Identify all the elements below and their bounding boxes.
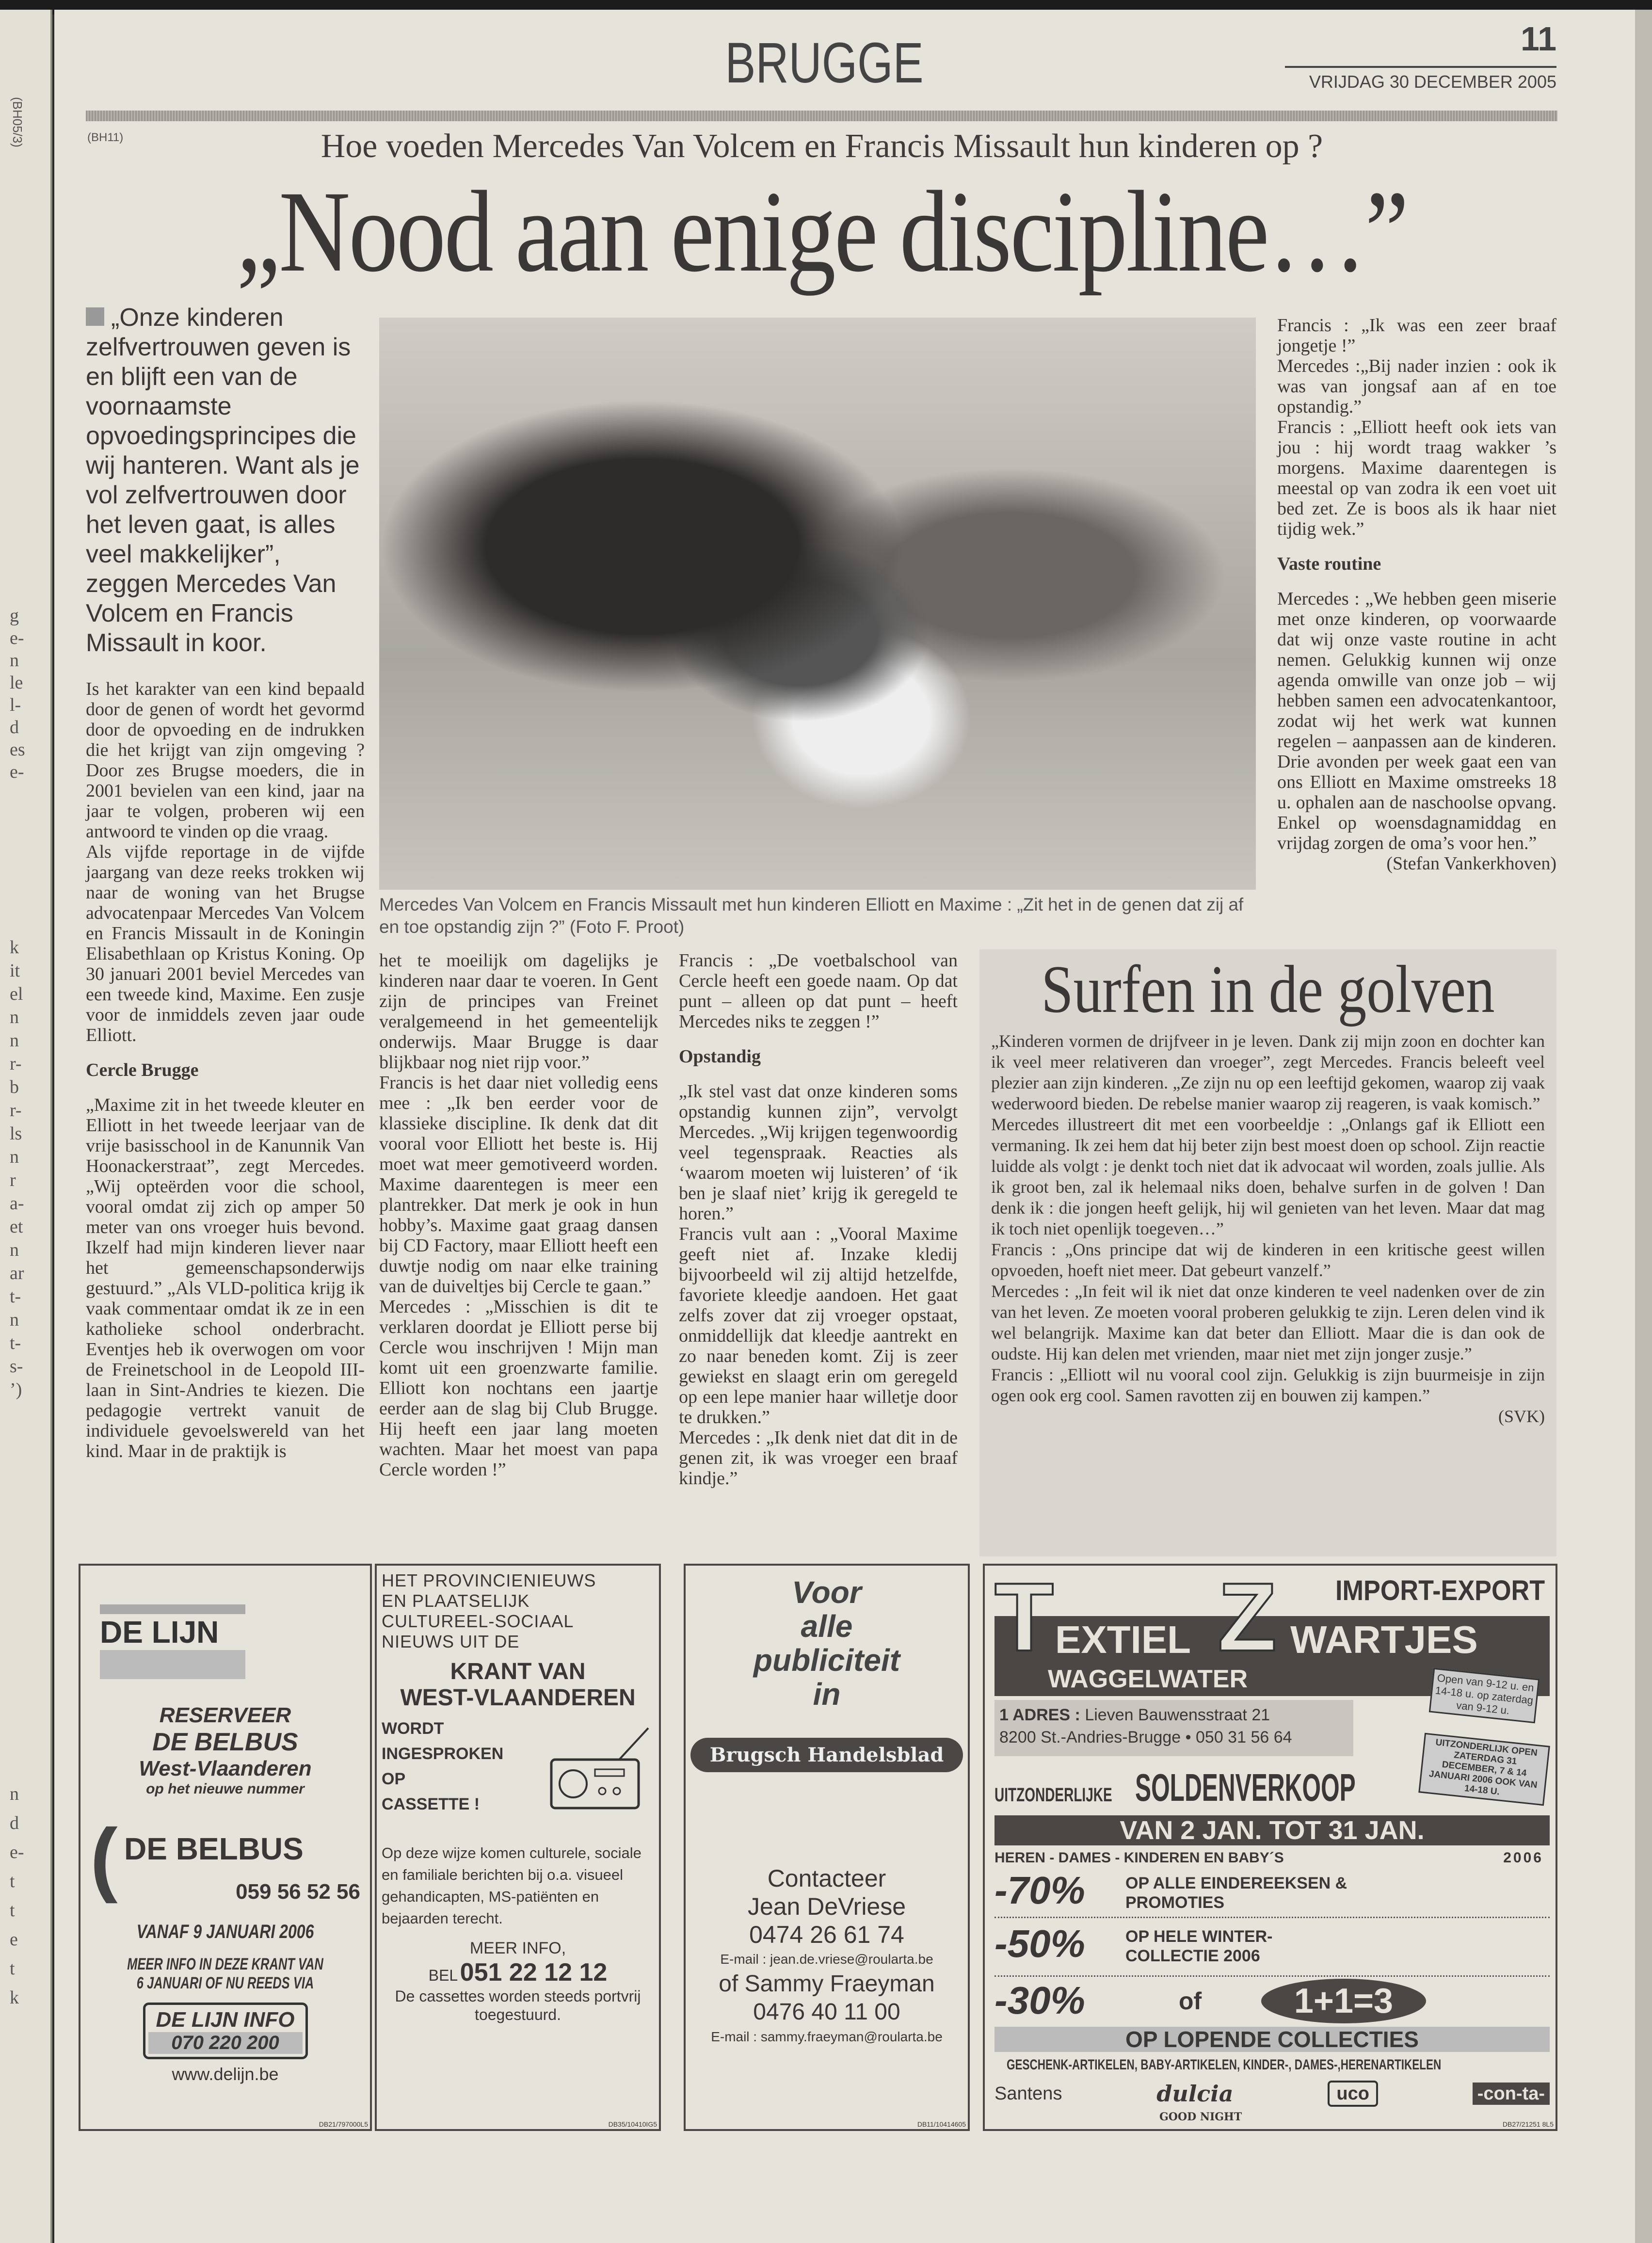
ad-text: Op deze wijze komen culturele, sociale en familiale berichten bij o.a. visueel gehandicapten, MS-patiënten en bejaarden terecht. <box>382 1844 642 1927</box>
previous-page-fragment: e <box>10 1929 18 1950</box>
ad-text: OP LOPENDE COLLECTIES <box>994 2027 1550 2052</box>
radio-icon <box>546 1726 653 1813</box>
sale-period: VAN 2 JAN. TOT 31 JAN. <box>994 1815 1550 1845</box>
ad-text: OP ALLE EINDEREEKSEN & PROMOTIES <box>1125 1874 1347 1912</box>
ad-textiel-zwartjes <box>983 1564 1557 2131</box>
ad-text: OP <box>382 1770 406 1788</box>
ad-text: UITZONDERLIJKE <box>994 1784 1112 1806</box>
ad-text: 6 JANUARI OF NU REEDS VIA <box>136 1974 314 1992</box>
paragraph: Is het karakter van een kind bepaald door de genen of wordt het gevormd door de opvoeding en de indrukken die het krijgt van zijn omgeving ? Door zes Brugse moeders, die in 2001 bevielen van een kind, jaar na jaar te volgen, proberen wij een antwoord te vinden op die vraag. <box>86 679 365 842</box>
article-column-1 <box>86 679 365 1461</box>
divider <box>994 1975 1550 1977</box>
ad-intro <box>382 1570 654 1652</box>
paragraph: Francis vult aan : „Vooral Maxime geeft niet af. Inzake kledij bijvoorbeeld wil zij altijd hetzelfde, favoriete kleedje aandoen. Het gaat zelfs zover dat zij vroeger opstaat, onmiddellijk dat kleedje aantrekt en zo naar beneden komt. Zij is zeer gewiekst en slaagt erin om geregeld op een lepe manier haar willetje door te drukken.” <box>679 1224 958 1427</box>
ad-text: 1 ADRES : <box>999 1706 1080 1724</box>
previous-page-fragment: e- <box>10 1842 24 1862</box>
ad-text: CULTUREEL-SOCIAAL <box>382 1611 574 1631</box>
paragraph: Mercedes : „In feit wil ik niet dat onze kinderen te veel nadenken over de zin van het leven. Ze moeten vooral proberen gelukkig te zijn. Leren delen vind ik wel belangrijk. Maxime kan dat beter dan Elliott. Maar die is dan ook de oudste. Hij kan delen met vrienden, maar niet met zijn jonger zusje.” <box>991 1282 1545 1363</box>
previous-page-fragment: e- <box>10 628 24 648</box>
previous-page-fragment: le <box>10 673 23 693</box>
previous-page-fragment: r- <box>10 1100 22 1121</box>
ad-de-lijn <box>79 1564 372 2131</box>
previous-page-fragment: k <box>10 937 19 958</box>
ad-text: WORDT <box>382 1719 444 1738</box>
family-photo <box>379 318 1256 890</box>
paragraph: Francis : „Ons principe dat wij de kinderen in een kritische geest willen opvoeden, hoeft niet meer. Dat gebeurt vanzelf.” <box>991 1240 1545 1280</box>
ad-text: VANAF 9 JANUARI 2006 <box>136 1921 314 1942</box>
previous-page-fragment: n <box>10 1030 19 1051</box>
previous-page-fragment: a- <box>10 1193 24 1214</box>
ad-text: MEER INFO, <box>469 1939 566 1957</box>
previous-page-fragment: it <box>10 961 20 981</box>
paragraph: Mercedes illustreert dit met een voorbeeldje : „Onlangs gaf ik Elliott een vermaning. Ik zei hem dat hij beter zijn best moest doen op school. Zijn reactie luidde als volgt : je denkt toch niet dat ik advocaat wil worden, zoals jullie. Als ik groot ben, zal ik helemaal niks doen, behalve surfen in de golven ! Dan denk ik : die jongen heeft gelijk, hij wil genieten van het leven. Maar dat mag ik toch niet openlijk toegeven…” <box>991 1115 1545 1238</box>
previous-page-fragment: t- <box>10 1333 21 1353</box>
subheading-opstandig: Opstandig <box>679 1046 761 1067</box>
previous-page-fragment: r <box>10 1170 16 1190</box>
ad-link: www.delijn.be <box>172 2064 279 2084</box>
ad-text: WARTJES <box>1290 1618 1478 1661</box>
issue-date: VRIJDAG 30 DECEMBER 2005 <box>1309 72 1556 92</box>
section-title: BRUGGE <box>725 31 924 95</box>
ad-text: in <box>813 1677 841 1712</box>
paragraph: Francis : „De voetbalschool van Cercle heeft een goede naam. Op dat punt – alleen op dat punt – heeft Mercedes niks te zeggen !” <box>679 950 958 1032</box>
discount-30: -30% <box>994 1979 1085 2022</box>
article-column-4 <box>1277 315 1556 874</box>
previous-page-fragment: e- <box>10 762 24 782</box>
paragraph: Mercedes : „We hebben geen miserie met onze kinderen, op voorwaarde dat wij onze vaste routine in acht nemen. Gelukkig kunnen wij onze agenda omwille van onze job – wij hebben samen een advocatenkantoor, zodat wij het werk wat kunnen regelen – aanpassen aan de kinderen. Drie avonden per week gaat een van ons Elliott en Maxime omstreeks 18 u. ophalen aan de naschoolse opvang. Enkel op woensdagnamiddag en vrijdag zorgen de oma’s voor hen.” <box>1277 589 1556 853</box>
ad-text: IMPORT-EXPORT <box>1335 1575 1545 1606</box>
article-headline: „Nood aan enige discipline…” <box>236 167 1408 296</box>
subheading-vaste-routine: Vaste routine <box>1277 554 1381 574</box>
ad-text: Z <box>1218 1563 1277 1671</box>
previous-page-fragment: t <box>10 1900 15 1921</box>
ad-text: 2006 <box>1503 1850 1543 1866</box>
header-rule <box>1285 66 1556 68</box>
previous-page-fragment: n <box>10 1784 19 1804</box>
page-number: 11 <box>1521 20 1556 58</box>
ad-text: GOOD NIGHT <box>1159 2111 1242 2123</box>
paragraph: Als vijfde reportage in de vijfde jaargang van deze reeks trokken wij naar de woning van het Brugse advocatenpaar Mercedes Van Volcem en Francis Missault in de Koningin Elisabethlaan op Kristus Koning. Op 30 januari 2001 beviel Mercedes van een tweede kind, Maxime. Een zusje voor de inmiddels zeven jaar oude Elliott. <box>86 842 365 1045</box>
previous-page-fragment: es <box>10 739 25 760</box>
ad-text: INGESPROKEN <box>382 1745 504 1763</box>
previous-page-fragment: r- <box>10 1054 22 1074</box>
ad-code: DB21/797000L5 <box>319 2120 368 2128</box>
ad-text: BEL <box>428 1967 458 1984</box>
lead-square <box>86 307 104 326</box>
previous-page-fragment: d <box>10 1813 19 1833</box>
subheading-cercle-brugge: Cercle Brugge <box>86 1060 199 1080</box>
paragraph: „Maxime zit in het tweede kleuter en Elliott in het tweede leerjaar van de vrije basisschool in de Kanunnik Van Hoonackerstraat”, zegt Mercedes. „Wij opteërden voor die school, vooral omdat zij zich op amper 50 meter van ons vroeger huis bevond. Ikzelf had mijn kinderen liever naar het gemeenschapsonderwijs gestuurd.” „Als VLD-politica krijg ik vaak commentaar omdat ik ze in een katholieke school onderbracht. Eventjes heb ik overwogen om voor de Freinetschool in de Leopold III-laan in Sint-Andries te kiezen. Die pedagogie vertrekt vanuit de individuele gevoelswereld van het kind. Maar in de praktijk is <box>86 1095 365 1461</box>
ad-text: publiciteit <box>753 1643 900 1678</box>
opening-hours: Open van 9-12 u. en 14-18 u. op zaterdag van 9-12 u. <box>1429 1668 1540 1723</box>
previous-page-fragment: l- <box>10 695 21 715</box>
scan-right-edge <box>1635 10 1652 2243</box>
ad-text: alle <box>801 1609 853 1644</box>
de-lijn-logo: DE LIJN <box>100 1604 245 1679</box>
ad-text: HEREN - DAMES - KINDEREN EN BABY´S <box>994 1850 1284 1866</box>
previous-page-fragment: ar <box>10 1263 24 1283</box>
ad-text: T <box>994 1563 1054 1671</box>
deal-bubble: 1+1=3 <box>1261 1979 1426 2023</box>
previous-page-fragment: t <box>10 1958 15 1979</box>
previous-page-fragment: n <box>10 1147 19 1167</box>
ad-text: Jean DeVriese <box>747 1893 906 1920</box>
article-column-3 <box>679 950 958 1489</box>
santens-logo: Santens <box>994 2083 1062 2104</box>
paragraph: „Kinderen vormen de drijfveer in je leven. Dank zij mijn zoon en dochter kan ik veel meer relativeren dan vroeger”, zegt Mercedes. Francis beleeft veel plezier aan zijn kinderen. „Ze zijn nu op een leeftijd gekomen, waarop zij vaak wederwoord bieden. De rebelse manier waarop zij reageren, is vaak komisch.” <box>991 1031 1545 1113</box>
phone-handset-icon: ( <box>90 1812 118 1904</box>
ad-email: E-mail : jean.de.vriese@roularta.be <box>720 1952 933 1967</box>
previous-page-fragment: n <box>10 1240 19 1260</box>
lead-text: „Onze kinderen zelfvertrouwen geven is en blijft een van de voornaamste opvoedingsprincipes die wij hanteren. Want als je vol zelfvertrouwen door het leven gaat, is alles veel makkelijker”, zeggen Mercedes Van Volcem en Francis Missault in koor. <box>86 304 360 657</box>
header-bar <box>86 111 1557 121</box>
article-column-2 <box>379 950 658 1480</box>
paragraph: Francis : „Elliott heeft ook iets van jou : hij wordt traag wakker ’s morgens. Maxime daarentegen is meestal op van zodra ik een voet uit bed zet. Ze is boos als ik haar niet tijdig wek.” <box>1277 417 1556 539</box>
ad-text: DE LIJN INFO <box>156 2008 295 2032</box>
ad-code: DB35/10410IG5 <box>608 2120 657 2128</box>
ad-address: 8200 St.-Andries-Brugge • 050 31 56 64 <box>999 1728 1292 1746</box>
ad-text: HET PROVINCIENIEUWS <box>382 1570 596 1590</box>
paragraph: Francis : „Ik was een zeer braaf jongetje !” <box>1277 315 1556 356</box>
ad-code: DB11/10414605 <box>917 2120 966 2128</box>
ad-text: DE BELBUS <box>152 1728 298 1756</box>
margin-code: (BH05/3) <box>10 97 25 148</box>
paragraph: Mercedes :„Bij nader inzien : ook ik was van jongsaf aan af en toe opstandig.” <box>1277 356 1556 417</box>
previous-page-fragment: ’) <box>10 1379 22 1400</box>
previous-page-fragment: t <box>10 1871 15 1891</box>
discount-50: -50% <box>994 1922 1085 1965</box>
previous-page-fragment: d <box>10 717 19 737</box>
ad-text: Voor <box>792 1575 862 1610</box>
dulcia-logo: dulcia <box>1156 2081 1234 2107</box>
paragraph: Francis is het daar niet volledig eens mee : „Ik ben eerder voor de klassieke discipline. Ik denk dat dit vooral voor Elliott het beste is. Hij moet wat meer gemotiveerd worden. Maxime daarentegen is meer een plantrekker. Dat merk je ook in hun hobby’s. Maxime gaat graag dansen bij CD Factory, maar Elliott heeft een duwtje nodig om naar elke training van de duiveltjes bij Cercle te gaan.” <box>379 1073 658 1297</box>
ad-brugsch-handelsblad <box>684 1564 970 2131</box>
ad-text: op het nieuwe nummer <box>146 1781 305 1797</box>
ad-email: E-mail : sammy.fraeyman@roularta.be <box>711 2029 943 2044</box>
ad-code: DB27/21251 8L5 <box>1502 2120 1554 2128</box>
previous-page-fragment: n <box>10 650 19 671</box>
brand-logos <box>994 2079 1550 2109</box>
belbus-brand: DE BELBUS <box>124 1831 304 1866</box>
discount-70: -70% <box>994 1869 1085 1912</box>
ad-text: of <box>1179 1987 1202 2015</box>
previous-page-fragment: g <box>10 606 19 626</box>
ad-text: NIEUWS UIT DE <box>382 1632 520 1651</box>
paragraph: Mercedes : „Misschien is dit te verklaren doordat je Elliott perse bij Cercle wou inschrijven ! Mijn man komt uit een groenzwarte familie. Elliott kon nochtans een jaartje eerder aan de slag bij Club Brugge. Hij heeft een jaar lang moeten wachten. Maar het moest van papa Cercle worden !” <box>379 1297 658 1480</box>
paragraph: het te moeilijk om dagelijks je kinderen naar daar te voeren. In Gent zijn de principes van Freinet veralgemeend in het gemeentelijk onderwijs. Maar Brugge is daar blijkbaar nog niet rijp voor.” <box>379 950 658 1073</box>
ad-phone: 0476 40 11 00 <box>753 1999 900 2025</box>
contact-logo: -con-ta- <box>1473 2083 1550 2105</box>
ad-text: De cassettes worden steeds portvrij toegestuurd. <box>395 1987 641 2023</box>
page-code: (BH11) <box>87 131 124 144</box>
previous-page-fragment: el <box>10 984 23 1004</box>
previous-page-fragment: k <box>10 1987 19 2008</box>
belbus-phone: 059 56 52 56 <box>236 1880 360 1904</box>
ad-text: of Sammy Fraeyman <box>719 1971 935 1997</box>
article-lead <box>86 303 369 658</box>
ad-text: EXTIEL <box>1055 1618 1191 1661</box>
ad-text: GESCHENK-ARTIKELEN, BABY-ARTIKELEN, KINDER-, DAMES-,HERENARTIKELEN <box>1007 2057 1442 2073</box>
paragraph: Mercedes : „Ik denk niet dat dit in de genen zit, ik was vroeger een braaf kindje.” <box>679 1427 958 1489</box>
sidebar-signature: (SVK) <box>1498 1407 1545 1426</box>
ad-address: Lieven Bauwensstraat 21 <box>1085 1706 1270 1724</box>
lijn-info-logo <box>143 2003 308 2059</box>
ad-text: Contacteer <box>767 1865 886 1892</box>
ad-text: KRANT VAN <box>450 1659 586 1684</box>
ad-phone: 0474 26 61 74 <box>749 1921 904 1948</box>
previous-page-fragment: n <box>10 1310 19 1330</box>
ad-text: WAGGELWATER <box>1048 1665 1248 1693</box>
ad-text: MEER INFO IN DEZE KRANT VAN <box>127 1955 323 1973</box>
ad-text: 070 220 200 <box>148 2032 303 2054</box>
sidebar-box <box>979 949 1556 1556</box>
byline: (Stefan Vankerkhoven) <box>1386 853 1556 874</box>
ad-text: SOLDENVERKOOP <box>1135 1766 1356 1809</box>
photo-caption: Mercedes Van Volcem en Francis Missault met hun kinderen Elliott en Maxime : „Zit het in de genen dat zij af en toe opstandig zijn ?” (Foto F. Proot) <box>379 895 1244 937</box>
previous-page-fragment: n <box>10 1007 19 1027</box>
ad-text: WEST-VLAANDEREN <box>400 1685 636 1711</box>
previous-page-fragment: ls <box>10 1123 22 1144</box>
belbus-logo <box>90 1812 360 1909</box>
paragraph: Francis : „Elliott wil nu vooral cool zijn. Gelukkig is zijn buurmeisje in zijn ogen ook erg cool. Samen ravotten zij en bouwen zij kampen.” <box>991 1365 1545 1405</box>
previous-page-fragment: b <box>10 1077 19 1097</box>
ad-text: RESERVEER <box>159 1703 291 1727</box>
article-kicker: Hoe voeden Mercedes Van Volcem en Francis Missault hun kinderen op ? <box>321 128 1323 165</box>
previous-page-fragment: et <box>10 1217 23 1237</box>
ad-text: CASSETTE ! <box>382 1795 480 1813</box>
previous-page-edge <box>0 10 52 2243</box>
previous-page-fragment: t- <box>10 1286 21 1307</box>
uco-logo: uco <box>1328 2081 1378 2107</box>
divider <box>994 1917 1550 1918</box>
brugsch-handelsblad-logo: Brugsch Handelsblad <box>690 1738 963 1772</box>
paragraph: „Ik stel vast dat onze kinderen soms opstandig kunnen zijn”, vervolgt Mercedes. „Wij krijgen tegenwoordig veel tegenspraak. Reacties als ‘waarom moeten wij luisteren’ of ‘ik ben je slaaf niet’ krijg ik geregeld te horen.” <box>679 1081 958 1224</box>
special-hours: UITZONDERLIJK OPEN ZATERDAG 31 DECEMBER, 7 & 14 JANUARI 2006 OOK VAN 14-18 U. <box>1418 1733 1550 1806</box>
previous-page-fragment: s- <box>10 1356 23 1377</box>
ad-krant-van-west-vlaanderen <box>375 1564 661 2131</box>
ad-text: EN PLAATSELIJK <box>382 1591 530 1611</box>
address-block <box>994 1700 1353 1756</box>
ad-text: West-Vlaanderen <box>139 1757 312 1780</box>
ad-text: OP HELE WINTER-COLLECTIE 2006 <box>1125 1927 1273 1965</box>
sidebar-title: Surfen in de golven <box>1041 952 1495 1027</box>
ad-phone: 051 22 12 12 <box>460 1958 608 1987</box>
